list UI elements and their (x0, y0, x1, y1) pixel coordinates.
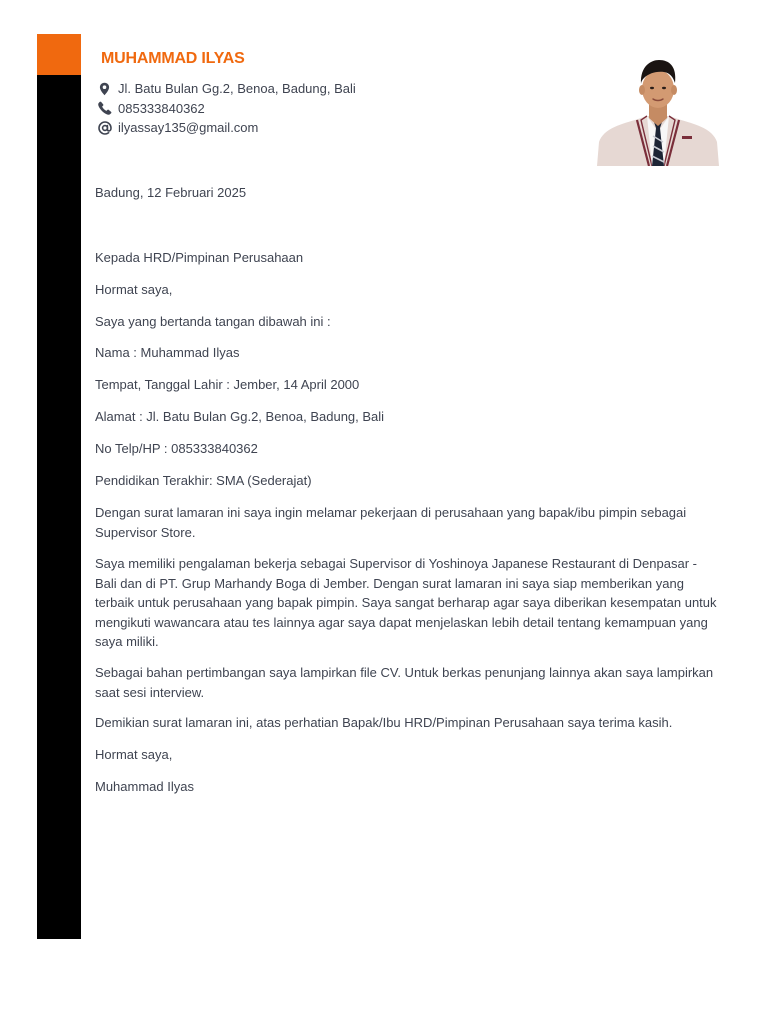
letter-signature: Muhammad Ilyas (95, 779, 194, 794)
sidebar-accent-block (37, 34, 81, 75)
letter-closing: Hormat saya, (95, 747, 173, 762)
contact-address (97, 79, 356, 99)
letter-phone-line: No Telp/HP : 085333840362 (95, 441, 258, 456)
letter-intro: Saya yang bertanda tangan dibawah ini : (95, 314, 331, 329)
letter-education-line: Pendidikan Terakhir: SMA (Sederajat) (95, 473, 312, 488)
at-sign-icon (97, 120, 112, 135)
letter-name-line: Nama : Muhammad Ilyas (95, 345, 240, 360)
letter-greeting: Hormat saya, (95, 282, 173, 297)
sidebar-bar (37, 34, 81, 939)
contact-email-text: ilyassay135@gmail.com (118, 120, 259, 136)
contact-email (97, 118, 356, 138)
letter-address-line: Alamat : Jl. Batu Bulan Gg.2, Benoa, Badung, Bali (95, 409, 385, 424)
letter-recipient: Kepada HRD/Pimpinan Perusahaan (95, 250, 304, 265)
contact-phone (97, 99, 356, 119)
contact-block (97, 79, 356, 138)
letter-birth-line: Tempat, Tanggal Lahir : Jember, 14 April 2000 (95, 377, 360, 392)
contact-address-text: Jl. Batu Bulan Gg.2, Benoa, Badung, Bali (118, 81, 356, 97)
phone-icon (97, 101, 112, 116)
letter-paragraph-3: Sebagai bahan pertimbangan saya lampirkan file CV. Untuk berkas penunjang lainnya akan saya lampirkan saat sesi interview. (95, 665, 714, 700)
letter-paragraph-1: Dengan surat lamaran ini saya ingin melamar pekerjaan di perusahaan yang bapak/ibu pimpin sebagai Supervisor Store. (95, 505, 687, 540)
letter-paragraph-2: Saya memiliki pengalaman bekerja sebagai Supervisor di Yoshinoya Japanese Restaurant di Denpasar - Bali dan di PT. Grup Marhandy Boga di Jember. Dengan surat lamaran ini saya siap memberikan yang terbaik untuk perusahaan yang bapak pimpin. Saya sangat berharap agar saya diberikan kesempatan untuk mengikuti wawancara atau tes lainnya agar saya dapat menjelaskan lebih detail tentang kemampuan yang saya miliki. (95, 556, 717, 649)
portrait-photo (597, 56, 719, 166)
letter-paragraph-4: Demikian surat lamaran ini, atas perhatian Bapak/Ibu HRD/Pimpinan Perusahaan saya terima kasih. (95, 715, 673, 730)
letter-date: Badung, 12 Februari 2025 (95, 185, 247, 200)
applicant-name: MUHAMMAD ILYAS (101, 50, 245, 67)
contact-phone-text: 085333840362 (118, 100, 205, 116)
map-pin-icon (97, 81, 112, 96)
